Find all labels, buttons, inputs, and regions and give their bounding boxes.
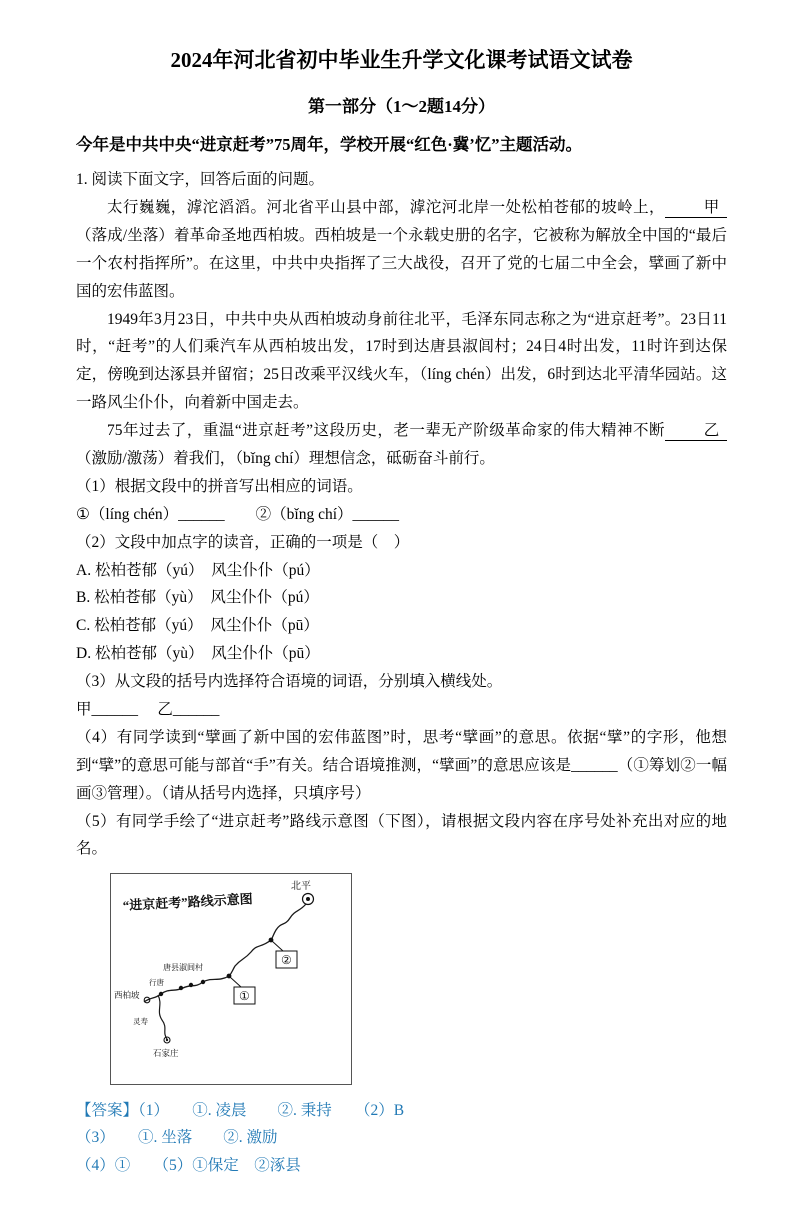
route-branch-shijiazhuang [158,995,167,1039]
paragraph-3-post: （激励/激荡）着我们，（bǐng chí）理想信念，砥砺奋斗前行。 [76,449,495,467]
blank-yi: 乙 [665,422,727,441]
answer-section [76,1097,727,1178]
option-c: C. 松柏苍郁（yú） 风尘仆仆（pū） [76,617,319,635]
passage-paragraph-3 [76,417,727,473]
section-header: 第一部分（1～2题14分） [308,96,495,116]
marker-1-label: ① [239,989,250,1004]
blank-jia: 甲 [665,199,727,218]
map-label-xingtang: 行唐 [149,978,164,988]
paragraph-1-pre: 太行巍巍，滹沱滔滔。河北省平山县中部，滹沱河北岸一处松柏苍郁的坡岭上， [107,198,665,216]
marker-2-leader-line [272,941,283,951]
subquestion-2: （2）文段中加点字的读音，正确的一项是（ ） [76,533,410,551]
option-a: A. 松柏苍郁（yú） 风尘仆仆（pú） [76,561,320,579]
jia-yi-answer-blanks: 甲______ 乙______ [76,701,220,718]
station-dot-shijiazhuang-inner [166,1039,168,1041]
answer-line-1 [76,1097,727,1124]
map-label-shijiazhuang: 石家庄 [153,1048,179,1059]
passage-paragraph-2: 1949年3月23日，中共中央从西柏坡动身前往北平，毛泽东同志称之为“进京赶考”。23日11时，“赶考”的人们乘汽车从西柏坡出发，17时到达唐县淑闾村；24日4时出发，11时许到达保定，傍晚到达涿县并留宿；25日改乘平汉线火车，（líng chén）出发，6时到达北平清华园站。这一路风尘仆仆，向着新中国走去。 [76,310,727,412]
subquestion-1: （1）根据文段中的拼音写出相应的词语。 [76,477,363,495]
answer-line-2: （3） ①. 坐落 ②. 激励 [76,1129,278,1147]
answer-line-3: （4）① （5）①保定 ②涿县 [76,1156,301,1174]
pinyin-answer-blanks: ①（líng chén）______ ②（bǐng chí）______ [76,505,400,523]
question-1-stem: 1. 阅读下面文字，回答后面的问题。 [76,171,325,189]
map-label-tangxian: 唐县淑闾村 [163,963,203,973]
marker-1-leader-line [230,977,241,987]
station-dot [189,983,193,987]
beiping-marker-dot-icon [306,897,310,901]
option-b: B. 松柏苍郁（yù） 风尘仆仆（pú） [76,589,319,607]
answer-line-1-text: （1） ①. 凌晨 ②. 秉持 （2）B [138,1102,405,1120]
route-map-figure [110,873,352,1085]
paragraph-1-post: （落成/坐落）着革命圣地西柏坡。西柏坡是一个永载史册的名字，它被称为解放全中国的“最后一个农村指挥所”。在这里，中共中央指挥了三大战役，召开了党的七届二中全会，擘画了新中国的宏伟蓝图。 [76,226,727,300]
page-title: 2024年河北省初中毕业生升学文化课考试语文试卷 [170,48,633,72]
marker-2-label: ② [281,953,292,968]
station-dot-tangxian [179,986,183,990]
map-label-lingshou: 灵寿 [133,1017,148,1027]
station-dot [159,992,163,996]
passage-paragraph-1 [76,194,727,306]
map-label-xibaipo: 西柏坡 [114,990,140,1001]
option-d: D. 松柏苍郁（yù） 风尘仆仆（pū） [76,645,320,663]
station-dot [201,980,205,984]
map-title: “进京赶考”路线示意图 [122,891,253,914]
paragraph-3-pre: 75年过去了，重温“进京赶考”这段历史，老一辈无产阶级革命家的伟大精神不断 [107,422,665,440]
activity-intro: 今年是中共中央“进京赶考”75周年，学校开展“红色·冀’忆”主题活动。 [76,135,582,155]
subquestion-5: （5）有同学手绘了“进京赶考”路线示意图（下图），请根据文段内容在序号处补充出对应的地名。 [76,812,727,858]
subquestion-3: （3）从文段的括号内选择符合语境的词语，分别填入横线处。 [76,673,503,691]
route-map-svg [111,874,349,1082]
map-label-beiping: 北平 [291,881,311,893]
answer-label: 【答案】 [76,1102,139,1120]
subquestion-4: （4）有同学读到“擘画了新中国的宏伟蓝图”时，思考“擘画”的意思。依据“擘”的字形，他想到“擘”的意思可能与部首“手”有关。结合语境推测，“擘画”的意思应该是______（①筹划②一幅画③管理）。（请从括号内选择，只填序号） [76,728,727,802]
